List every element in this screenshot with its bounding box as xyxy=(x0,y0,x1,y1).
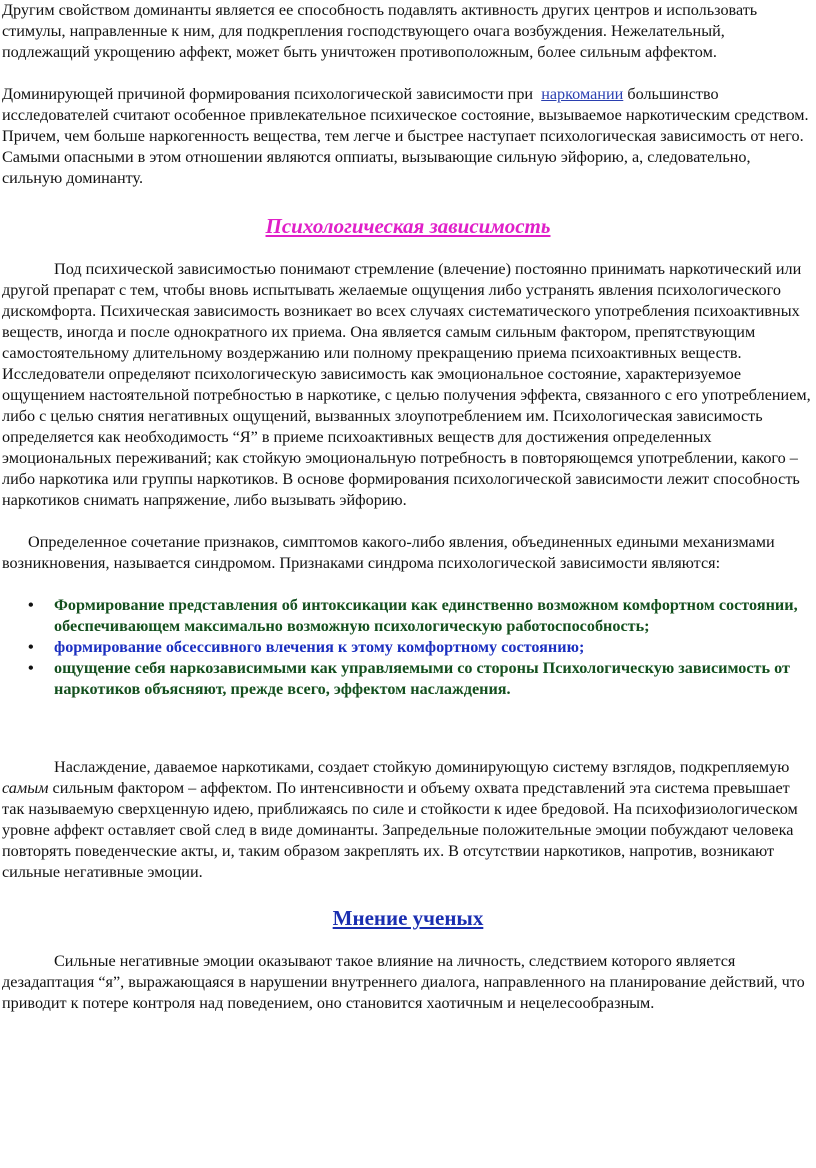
paragraph-intro: Другим свойством доминанты является ее способность подавлять активность других центров и использовать стимулы, направленные к ним, для подкрепления господствующего очага возбуждения. Нежелательный, подлежащий укрощению аффект, может быть уничтожен противоположным, более сильным аффектом. xyxy=(2,1,758,61)
paragraph-syndrome: Определенное сочетание признаков, симптомов какого-либо явления, объединенных едиными механизмами возникновения, называется синдромом. Признаками синдрома психологической зависимости являются: xyxy=(2,533,775,572)
heading-scientists-opinion: Мнение ученых xyxy=(332,906,484,930)
paragraph-cause-before: Доминирующей причиной формирования психологической зависимости при xyxy=(2,85,534,103)
spacer xyxy=(2,700,814,757)
paragraph-pleasure-before: Наслаждение, даваемое наркотиками, создает стойкую доминирующую систему взглядов, подкрепляемую xyxy=(54,758,790,776)
list-item-text: ощущение себя наркозависимыми как управляемыми со стороны Психологическую зависимость от наркотиков объясняют, прежде всего, эффектом наслаждения. xyxy=(54,659,790,698)
paragraph-cause xyxy=(2,84,814,189)
list-item xyxy=(28,595,814,637)
document-page xyxy=(2,0,814,1014)
paragraph-opinion: Сильные негативные эмоции оказывают такое влияние на личность, следствием которого является дезадаптация “я”, выражающаяся в нарушении внутреннего диалога, направленного на планирование действий, что приводит к потере контроля над поведением, оно становится хаотичным и нецелесообразным. xyxy=(2,952,805,1012)
paragraph-dependence: Под психической зависимостью понимают стремление (влечение) постоянно принимать наркотический или другой препарат с тем, чтобы вновь испытывать желаемые ощущения либо устранять явления психологического дискомфорта. Психическая зависимость возникает во всех случаях систематического употребления психоактивных веществ, иногда и после однократного их приема. Она является самым сильным фактором, препятствующим самостоятельному длительному воздержанию или полному прекращению приема психоактивных веществ. Исследователи определяют психологическую зависимость как эмоциональное состояние, характеризуемое ощущением настоятельной потребностью в наркотике, с целью получения эффекта, связанного с его употреблением, либо с целью снятия негативных ощущений, вызванных злоупотреблением им. Психологическая зависимость определяется как необходимость “Я” в приеме психоактивных веществ для достижения определенных эмоциональных переживаний; как стойкую эмоциональную потребность в повторяющемся употреблении, какого – либо наркотика или группы наркотиков. В основе формирования психологической зависимости лежит способность наркотиков снимать напряжение, либо вызывать эйфорию. xyxy=(2,260,811,509)
paragraph-pleasure-after: сильным фактором – аффектом. По интенсивности и объему охвата представлений эта система превышает так называемую сверхценную идею, приближаясь по силе и стойкости к идее бредовой. На психофизиологическом уровне аффект оставляет свой след в виде доминанты. Запредельные положительные эмоции побуждают человека повторять поведенческие акты, и, таким образом закреплять их. В отсутствии наркотиков, напротив, возникают сильные негативные эмоции. xyxy=(2,779,798,881)
bullet-icon: • xyxy=(28,638,34,656)
list-item-text: Формирование представления об интоксикации как единственно возможном комфортном состоянии, обеспечивающем максимально возможную психологическую работоспособность; xyxy=(54,596,798,635)
bullet-icon: • xyxy=(28,596,34,614)
narcomania-link[interactable]: наркомании xyxy=(541,85,624,103)
syndrome-signs-list xyxy=(2,595,814,700)
paragraph-cause-after: большинство исследователей считают особенное привлекательное психическое состояние, вызываемое наркотическим средством. Причем, чем больше наркогенность вещества, тем легче и быстрее наступает психологическая зависимость от него. Самыми опасными в этом отношении являются оппиаты, вызывающие сильную эйфорию, а, следовательно, сильную доминанту. xyxy=(2,85,809,187)
paragraph-pleasure xyxy=(2,757,814,883)
list-item xyxy=(28,637,814,658)
list-item-text: формирование обсессивного влечения к этому комфортному состоянию; xyxy=(54,638,585,656)
heading-psychological-dependence: Психологическая зависимость xyxy=(265,214,551,238)
bullet-icon: • xyxy=(28,659,34,677)
paragraph-pleasure-emphasis: самым xyxy=(2,779,49,797)
list-item xyxy=(28,658,814,700)
